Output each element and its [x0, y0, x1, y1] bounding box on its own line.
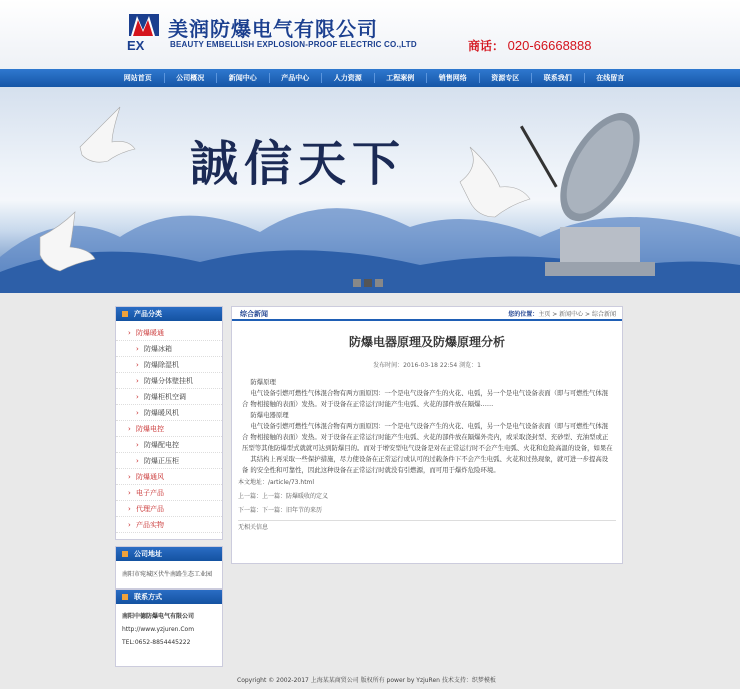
nav-item[interactable]: 在线留言: [596, 74, 625, 82]
contact-box: [115, 589, 223, 667]
product-category-title: 产品分类: [116, 307, 222, 321]
company-logo-icon[interactable]: [127, 12, 163, 52]
contact-tel: TEL:0652-8854445222: [122, 639, 191, 646]
article-panel-header: [232, 307, 622, 321]
category-item[interactable]: › 产品实物: [116, 517, 222, 533]
contact-title: 联系方式: [116, 590, 222, 604]
sidebar: [115, 306, 223, 667]
category-item[interactable]: › 防爆电控: [116, 421, 222, 437]
article-paragraph: 电气设备引燃可燃性气体混合物有两方面原因：一个是电气设备产生的火花、电弧，另一个是电气设备表面（即与可燃性气体混合 物相接触的表面）发热。对于设备在正常运行时能产生电弧、火花的部件放在隔爆……: [242, 389, 609, 408]
category-item[interactable]: › 防爆除湿机: [116, 357, 222, 373]
nav-item[interactable]: 网站首页: [123, 74, 152, 82]
hotline-number: 020-66668888: [507, 38, 592, 53]
category-item[interactable]: › 防爆正压柜: [116, 453, 222, 469]
article-body: [232, 369, 622, 476]
breadcrumb: [508, 309, 616, 318]
nav-item[interactable]: 资源专区: [491, 74, 520, 82]
address-text: 南阳市宛城区伏牛南路生态工业园: [122, 571, 213, 578]
article-paragraph: 其结构上再采取一些保护措施，尽力使设备在正常运行或认可的过载条件下不会产生电弧、火花和过热现象，就可进一步提高设备 的安全性和可靠性，因此这种设备在正常运行时就没有引燃源，而可用于爆炸危险环境。: [242, 455, 609, 474]
svg-text:EX: EX: [127, 38, 145, 52]
slider-dots: [353, 279, 383, 287]
article-paragraph: 电气设备引燃可燃性气体混合物有两方面原因：一个是电气设备产生的火花、电弧，另一个是电气设备表面（即与可燃性气体混合 物相接触的表面）发热。对于设备在正常运行时能产生电弧、火花的部件放在隔爆外壳内，或采取浇封型、充砂型、充油型或正压型等其他防爆型式就就可达到防爆目的。而对于增安型电气设备是对在正常运行时不会产生电弧、火花和危险高温的设备，如果在: [242, 422, 613, 452]
category-item[interactable]: › 防爆通风: [116, 469, 222, 485]
slider-dot-active[interactable]: [364, 279, 372, 287]
site-header: [0, 0, 740, 69]
category-item[interactable]: › 防爆冰箱: [116, 341, 222, 357]
nav-item[interactable]: 人力资源: [333, 74, 362, 82]
category-item[interactable]: › 电子产品: [116, 485, 222, 501]
main-nav: [0, 69, 740, 87]
article-paragraph: 防爆原理: [250, 378, 276, 386]
category-list: [116, 321, 222, 539]
contact-info: [116, 604, 222, 657]
article-panel: [231, 306, 623, 564]
article-footer: [232, 476, 622, 535]
nav-item[interactable]: 新闻中心: [228, 74, 257, 82]
article-title: 防爆电器原理及防爆原理分析: [348, 335, 505, 349]
company-name-cn: 美润防爆电气有限公司: [168, 17, 378, 41]
banner-slogan: 誠信天下: [190, 136, 407, 192]
company-name-en: BEAUTY EMBELLISH EXPLOSION-PROOF ELECTRIC CO.,LTD: [170, 40, 417, 49]
section-title: 综合新闻: [240, 310, 268, 318]
article-url: 本文地址：/article/73.html: [238, 479, 315, 486]
nav-item[interactable]: 工程案例: [386, 74, 415, 82]
article-meta: 发布时间：2016-03-18 22:54 浏览：1: [373, 362, 481, 369]
dove-icon: [460, 147, 530, 217]
prev-article-link[interactable]: 上一篇：上一篇：防爆暖收的定义: [238, 493, 329, 500]
nav-item[interactable]: 联系我们: [543, 74, 572, 82]
nav-item[interactable]: 销售网络: [438, 74, 467, 82]
slider-dot[interactable]: [353, 279, 361, 287]
category-item[interactable]: › 代理产品: [116, 501, 222, 517]
nav-item[interactable]: 产品中心: [281, 74, 310, 82]
category-item[interactable]: › 防爆暖风机: [116, 405, 222, 421]
category-item[interactable]: › 防爆分体壁挂机: [116, 373, 222, 389]
contact-website[interactable]: http://www.yzjuren.Com: [122, 626, 195, 633]
banner: [0, 87, 740, 293]
contact-company: 南阳中德防爆电气有限公司: [122, 613, 195, 620]
breadcrumb-label: 您的位置：: [508, 311, 539, 318]
slider-dot[interactable]: [375, 279, 383, 287]
nav-item[interactable]: 公司概况: [176, 74, 205, 82]
hotline: [468, 37, 592, 54]
site-footer: Copyright © 2002-2017 上海某某商贸公司 版权所有 power by YzjuRen 技术支持：织梦模板: [237, 677, 496, 684]
category-item[interactable]: › 防爆柜机空调: [116, 389, 222, 405]
next-article-link[interactable]: 下一篇：下一篇：旧年节的来历: [238, 507, 323, 514]
address-title: 公司地址: [116, 547, 222, 561]
dove-icon: [80, 107, 135, 162]
address-box: [115, 546, 223, 589]
category-item[interactable]: › 防爆配电控: [116, 437, 222, 453]
related-info: 无相关信息: [238, 524, 269, 531]
article-paragraph: 防爆电器原理: [250, 411, 289, 419]
hotline-label: 商话：: [468, 39, 505, 53]
product-category-box: [115, 306, 223, 540]
category-item[interactable]: › 防爆暖通: [116, 325, 222, 341]
breadcrumb-path[interactable]: 主页 > 新闻中心 > 综合新闻: [538, 311, 616, 318]
